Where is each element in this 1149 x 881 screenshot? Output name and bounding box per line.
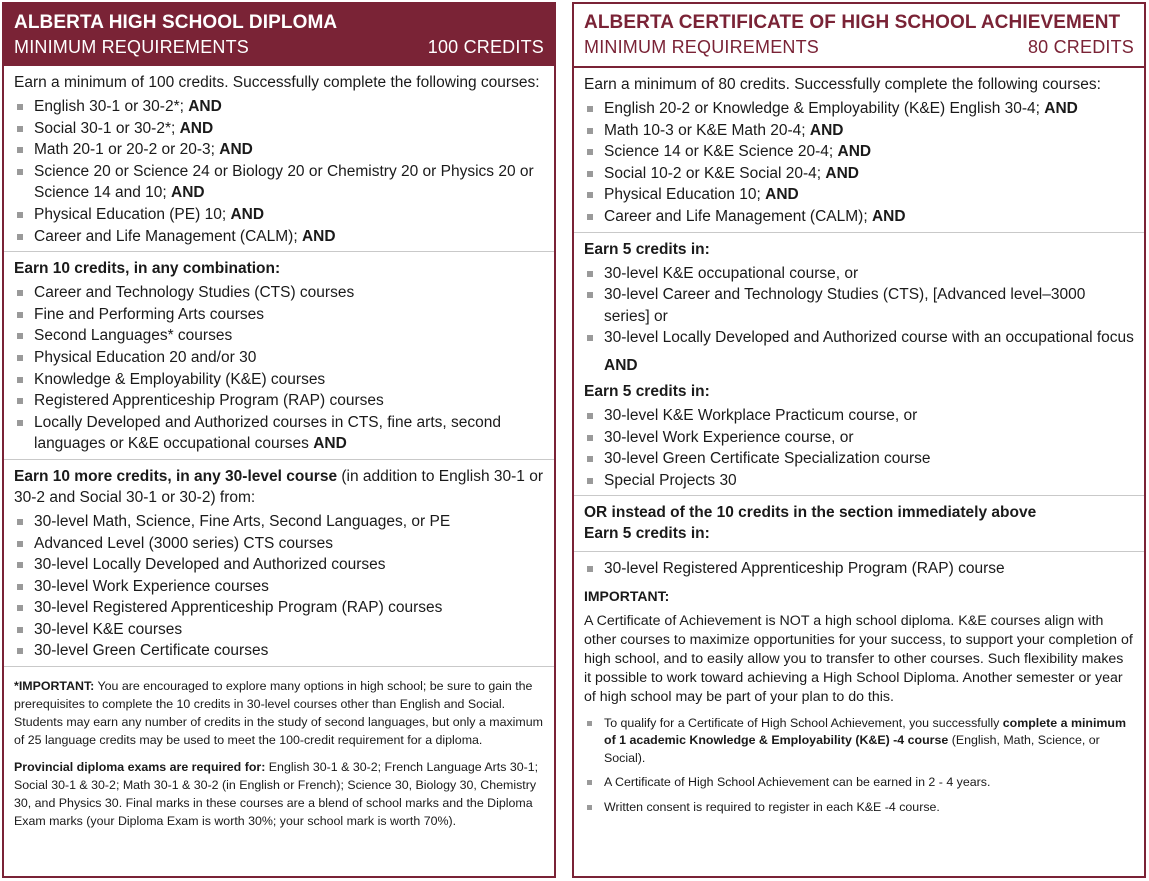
diploma-more-heading <box>14 466 544 508</box>
list-item <box>14 554 544 576</box>
list-item-connector: AND <box>825 164 860 182</box>
list-item <box>584 206 1134 228</box>
list-item <box>14 226 544 248</box>
certificate-required-list <box>584 98 1134 228</box>
list-item <box>14 412 544 455</box>
list-item-text: Math 20-1 or 20-2 or 20-3; <box>34 141 220 159</box>
list-item-connector: AND <box>230 205 265 223</box>
list-item <box>584 263 1134 285</box>
list-item <box>14 576 544 598</box>
list-item-connector: AND <box>1044 100 1078 117</box>
list-item <box>14 347 544 369</box>
list-item <box>584 327 1134 349</box>
list-item-connector: AND <box>809 121 844 139</box>
list-item-connector: AND <box>188 98 222 115</box>
list-item <box>584 558 1134 580</box>
note-text: Written consent is required to register in each K&E -4 course. <box>604 799 940 814</box>
list-item-text: 30-level Registered Apprenticeship Program (RAP) courses <box>34 599 443 617</box>
list-item-text: 30-level K&E occupational course, or <box>604 264 859 282</box>
list-item <box>584 448 1134 470</box>
list-item-text: Physical Education 20 and/or 30 <box>34 348 257 366</box>
list-item <box>14 369 544 391</box>
note-text: To qualify for a Certificate of High School Achievement, you successfully <box>604 715 1003 730</box>
list-item <box>14 204 544 226</box>
list-item <box>584 184 1134 206</box>
list-item-text: 30-level K&E Workplace Practicum course, or <box>604 406 918 424</box>
list-item-text: 30-level Work Experience course, or <box>604 428 854 446</box>
list-item-text: Physical Education (PE) 10; <box>34 205 231 223</box>
list-item-text: Math 10-3 or K&E Math 20-4; <box>604 121 810 139</box>
list-item-connector: AND <box>765 186 799 204</box>
list-item <box>14 533 544 555</box>
diploma-subtitle: MINIMUM REQUIREMENTS <box>14 37 249 57</box>
list-item-text: 30-level Locally Developed and Authorized course with an occupational focus <box>604 329 1134 347</box>
diploma-exams-text: English 30-1 & 30-2; French Language Arts 30-1; Social 30-1 & 30-2; Math 30-1 & 30-2 (in English or French); Science 30, Biology 30, Chemistry 30, and Physics 30. Final marks in these courses are a blend of school marks and the Diploma Exam marks (your Diploma Exam is worth 30%; your school mark is worth 70%). <box>14 760 539 829</box>
list-item-text: 30-level K&E courses <box>34 620 183 638</box>
list-item-connector: AND <box>219 141 253 159</box>
list-item <box>14 282 544 304</box>
list-item <box>584 163 1134 185</box>
list-item-text: Second Languages* courses <box>34 327 233 345</box>
diploma-important-block <box>4 667 554 830</box>
list-item-connector: AND <box>837 143 872 161</box>
certificate-panel <box>572 2 1146 878</box>
certificate-earn5-heading-a: Earn 5 credits in: <box>584 240 710 258</box>
certificate-or-list <box>584 558 1134 580</box>
list-item-text: Social 30-1 or 30-2*; <box>34 119 180 137</box>
list-item <box>584 120 1134 142</box>
list-item <box>14 139 544 161</box>
list-item-text: 30-level Work Experience courses <box>34 577 269 595</box>
list-item <box>584 98 1134 120</box>
list-item-text: 30-level Career and Technology Studies (CTS), [Advanced level–3000 series] or <box>604 286 1086 325</box>
list-item <box>14 325 544 347</box>
list-item <box>584 470 1134 492</box>
certificate-credits: 80 CREDITS <box>1027 37 1134 57</box>
diploma-exams-label: Provincial diploma exams are required for: <box>14 760 266 775</box>
certificate-title: ALBERTA CERTIFICATE OF HIGH SCHOOL ACHIEVEMENT <box>584 12 1121 33</box>
list-item <box>14 511 544 533</box>
list-item <box>14 640 544 662</box>
diploma-required-list <box>14 96 544 247</box>
list-item-connector: AND <box>171 184 205 202</box>
list-item-text: 30-level Locally Developed and Authorized courses <box>34 556 386 574</box>
certificate-or-heading-1: OR instead of the 10 credits in the section immediately above <box>584 504 1037 522</box>
certificate-or-heading-section <box>574 496 1144 552</box>
diploma-header <box>4 4 554 66</box>
list-item <box>14 597 544 619</box>
diploma-combo-heading: Earn 10 credits, in any combination: <box>14 260 281 278</box>
list-item <box>14 390 544 412</box>
diploma-important-label: *IMPORTANT: <box>14 679 95 694</box>
list-item-text: English 20-2 or Knowledge & Employability (K&E) English 30-4; <box>604 100 1045 117</box>
list-item <box>14 619 544 641</box>
diploma-required-section <box>4 66 554 252</box>
list-item-connector: AND <box>871 207 906 225</box>
list-item-text: Career and Life Management (CALM); <box>604 207 872 225</box>
list-item-text: 30-level Math, Science, Fine Arts, Second Languages, or PE <box>34 512 451 530</box>
certificate-earn5-heading-b: Earn 5 credits in: <box>584 382 710 400</box>
certificate-earn5-section <box>574 233 1144 497</box>
diploma-title: ALBERTA HIGH SCHOOL DIPLOMA <box>14 12 338 33</box>
diploma-intro: Earn a minimum of 100 credits. Successfully complete the following courses: <box>14 74 540 91</box>
list-item-connector: AND <box>313 435 347 453</box>
list-item-text: Knowledge & Employability (K&E) courses <box>34 370 326 388</box>
list-item <box>584 405 1134 427</box>
certificate-earn5-list-a <box>584 263 1134 349</box>
note-strong: complete a minimum of 1 academic Knowledge & Employability (K&E) -4 course <box>604 715 1127 748</box>
list-item-text: 30-level Registered Apprenticeship Program (RAP) course <box>604 560 1005 578</box>
diploma-combo-list <box>14 282 544 455</box>
certificate-or-section <box>574 552 1144 827</box>
list-item <box>14 96 544 118</box>
list-item-text: Special Projects 30 <box>604 471 737 489</box>
note-item <box>584 774 1134 792</box>
certificate-notes-list <box>584 715 1134 817</box>
diploma-important-text: You are encouraged to explore many options in high school; be sure to gain the prerequisites to complete the 10 credits in 30-level courses other than English and Social. Students may earn any number of credits in the study of second languages, but only a maximum of 25 language credits may be used to meet the 100-credit requirement for a diploma. <box>14 679 543 748</box>
list-item-text: Science 14 or K&E Science 20-4; <box>604 143 838 161</box>
list-item-text: Physical Education 10; <box>604 186 766 204</box>
diploma-subtitle-row <box>14 35 544 59</box>
certificate-earn5-list-b <box>584 405 1134 491</box>
list-item-text: Fine and Performing Arts courses <box>34 305 265 323</box>
note-tail: (English, Math, Science, or Social). <box>604 733 1100 765</box>
certificate-important-body: A Certificate of Achievement is NOT a high school diploma. K&E courses align with other courses to maximize opportunities for your success, to support your completion of high school, and to easily allow you to transfer to other courses. Such flexibility makes it possible to work toward achieving a High School Diploma. Another semester or year of high school may be part of your plan to do this. <box>584 612 1133 705</box>
certificate-intro: Earn a minimum of 80 credits. Successfully complete the following courses: <box>584 76 1101 93</box>
note-item <box>584 799 1134 817</box>
note-item <box>584 715 1134 768</box>
list-item-text: English 30-1 or 30-2*; <box>34 98 189 115</box>
diploma-credits: 100 CREDITS <box>427 37 544 57</box>
list-item <box>584 141 1134 163</box>
certificate-subtitle: MINIMUM REQUIREMENTS <box>584 37 819 57</box>
certificate-important-title: IMPORTANT: <box>584 587 670 604</box>
diploma-more-list <box>14 511 544 662</box>
diploma-combo-section <box>4 252 554 460</box>
list-item <box>584 284 1134 327</box>
diploma-more-section <box>4 460 554 667</box>
list-item <box>584 427 1134 449</box>
list-item <box>14 161 544 204</box>
list-item-text: Career and Technology Studies (CTS) courses <box>34 284 355 302</box>
list-item-connector: AND <box>179 119 214 137</box>
list-item-connector: AND <box>301 227 336 245</box>
certificate-subtitle-row <box>584 35 1134 59</box>
list-item-text: 30-level Green Certificate courses <box>34 642 269 660</box>
list-item-text: Advanced Level (3000 series) CTS courses <box>34 534 333 552</box>
list-item-text: Social 10-2 or K&E Social 20-4; <box>604 164 826 182</box>
diploma-more-heading-bold: Earn 10 more credits, in any 30-level course <box>14 467 338 485</box>
list-item-text: 30-level Green Certificate Specialization course <box>604 450 931 468</box>
diploma-important-note <box>14 677 544 749</box>
certificate-required-section <box>574 68 1144 233</box>
diploma-exams-note <box>14 758 544 830</box>
diploma-panel <box>2 2 556 878</box>
list-item-text: Science 20 or Science 24 or Biology 20 or Chemistry 20 or Physics 20 or Science 14 and 10; <box>34 162 534 202</box>
list-item-text: Registered Apprenticeship Program (RAP) courses <box>34 392 384 410</box>
note-text: A Certificate of High School Achievement can be earned in 2 - 4 years. <box>604 775 991 790</box>
list-item <box>14 304 544 326</box>
certificate-header <box>574 4 1144 68</box>
certificate-or-heading-2: Earn 5 credits in: <box>584 525 710 543</box>
list-item-text: Locally Developed and Authorized courses in CTS, fine arts, second languages or K&E occupational courses <box>34 413 501 453</box>
diploma-more-heading-rest: (in addition to English 30-1 or 30-2 and Social 30-1 or 30-2) from: <box>14 467 544 506</box>
list-item-text: Career and Life Management (CALM); <box>34 227 302 245</box>
certificate-and-label: AND <box>604 356 638 374</box>
list-item <box>14 118 544 140</box>
